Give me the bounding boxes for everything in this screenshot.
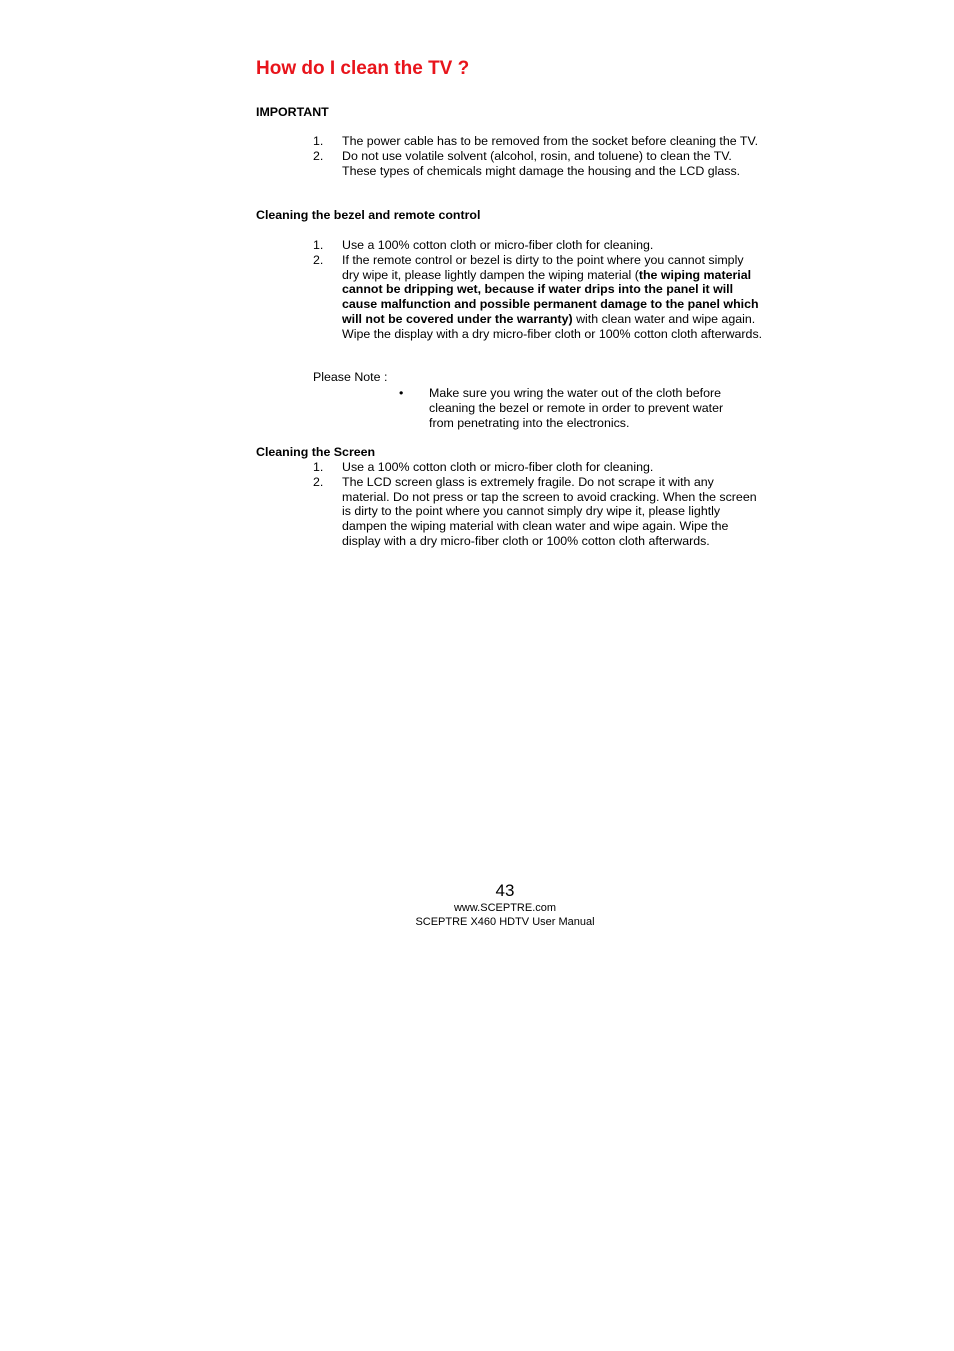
note-text: Make sure you wring the water out of the cloth before cleaning the bezel or remote in order to prevent water from penetrating into the electronics. (429, 386, 724, 430)
bullet-icon: • (399, 386, 404, 400)
item-number: 1. (313, 238, 324, 252)
bezel-list (313, 238, 763, 342)
page-title: How do I clean the TV ? (256, 58, 470, 79)
item-text: Use a 100% cotton cloth or micro-fiber cloth for cleaning. (342, 460, 654, 474)
item-text: Use a 100% cotton cloth or micro-fiber cloth for cleaning. (342, 238, 654, 252)
footer-manual-title: SCEPTRE X460 HDTV User Manual (415, 916, 595, 928)
footer-url: www.SCEPTRE.com (453, 902, 557, 914)
screen-list (313, 460, 763, 549)
item-number: 1. (313, 134, 324, 148)
important-heading: IMPORTANT (256, 105, 329, 119)
page-number: 43 (495, 881, 515, 900)
list-item (313, 253, 763, 342)
list-item (313, 238, 763, 253)
item-text: If the remote control or bezel is dirty to the point where you cannot simply dry wipe it, please lightly dampen the wiping material ( (342, 252, 744, 282)
note-bullet-list (398, 386, 748, 430)
item-text-continued: with clean water and wipe again. Wipe the display with a dry micro-fiber cloth or 100% cotton cloth afterwards. (342, 311, 763, 341)
screen-heading: Cleaning the Screen (256, 445, 376, 459)
list-item (313, 475, 763, 549)
warranty-warning: the wiping material cannot be dripping wet, because if water drips into the panel it will cause malfunction and possible permanent damage to the panel which will not be covered under the warranty) (342, 267, 759, 326)
item-number: 1. (313, 460, 324, 474)
item-number: 2. (313, 474, 324, 489)
item-number: 2. (313, 252, 324, 267)
list-item (398, 386, 748, 430)
item-text: Do not use volatile solvent (alcohol, rosin, and toluene) to clean the TV. These types of chemicals might damage the housing and the LCD glass. (342, 148, 741, 178)
list-item (313, 134, 763, 149)
bezel-heading: Cleaning the bezel and remote control (256, 208, 481, 222)
item-text: The power cable has to be removed from the socket before cleaning the TV. (342, 134, 759, 148)
item-text: The LCD screen glass is extremely fragile. Do not scrape it with any material. Do not press or tap the screen to avoid cracking. When the screen is dirty to the point where you cannot simply dry wipe it, please lightly dampen the wiping material with clean water and wipe again. Wipe the display with a dry micro-fiber cloth or 100% cotton cloth afterwards. (342, 474, 757, 548)
item-number: 2. (313, 148, 324, 163)
please-note-label: Please Note : (313, 370, 388, 384)
list-item (313, 149, 763, 179)
important-list (313, 134, 763, 178)
list-item (313, 460, 763, 475)
